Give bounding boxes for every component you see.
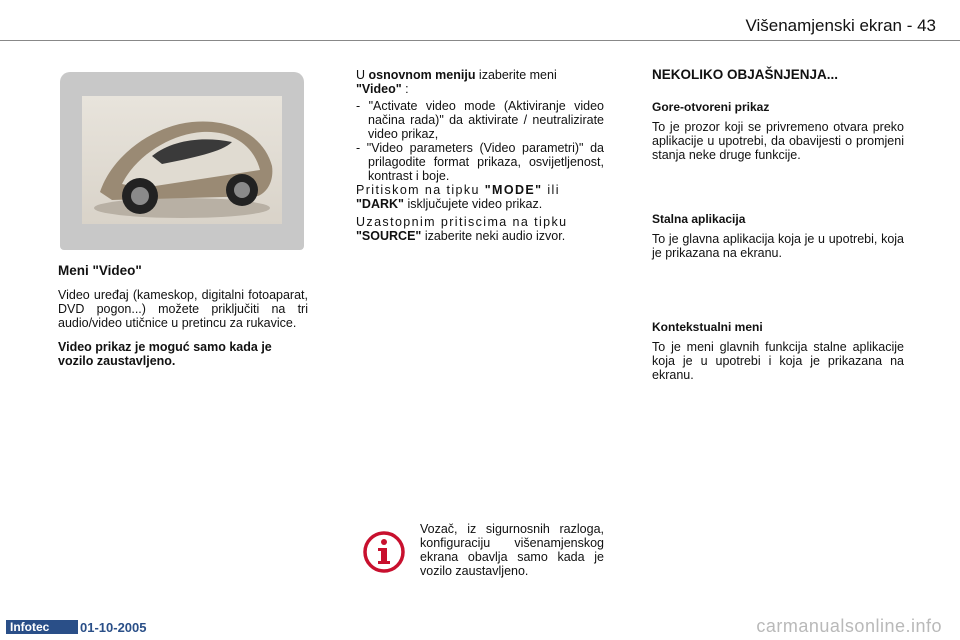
dark-instruction: "DARK" isključujete video prikaz. — [356, 197, 543, 211]
explanations-heading: NEKOLIKO OBJAŠNJENJA... — [652, 67, 839, 82]
info-icon — [362, 530, 406, 579]
term-definition: To je meni glavnih funkcija stalne aplikacije koja je u upotrebi i koja je prikazana na ekranu. — [652, 340, 904, 382]
video-display-note: Video prikaz je moguć samo kada je vozilo zaustavljeno. — [58, 340, 272, 368]
source-instruction: Uzastopnim pritiscima na tipku — [356, 215, 568, 229]
site-watermark: carmanualsonline.info — [756, 616, 942, 636]
display-screen-image — [60, 72, 304, 250]
section-heading-video-menu: Meni "Video" — [58, 263, 142, 278]
screen-display-area — [82, 96, 282, 224]
print-date: 01-10-2005 — [80, 620, 147, 635]
infotec-logo: Infotec — [6, 620, 78, 634]
page-title: Višenamjenski ekran - 43 — [745, 16, 936, 35]
header-divider — [0, 40, 960, 41]
middle-column — [356, 68, 604, 243]
source-instruction-end: "SOURCE" izaberite neki audio izvor. — [356, 229, 566, 243]
term-title: Gore-otvoreni prikaz — [652, 100, 770, 114]
left-column — [58, 264, 308, 368]
list-item: - "Activate video mode (Aktiviranje video načina rada)" da aktivirate / neutralizirate video prikaz, — [356, 99, 604, 141]
mode-dark-instruction: Pritiskom na tipku "MODE" ili — [356, 183, 560, 197]
concept-car-illustration — [82, 96, 282, 224]
term-definition: To je glavna aplikacija koja je u upotrebi, koja je prikazana na ekranu. — [652, 232, 904, 260]
term-title: Kontekstualni meni — [652, 320, 763, 334]
video-menu-paragraph: Video uređaj (kameskop, digitalni fotoaparat, DVD pogon...) možete priključiti na tri audio/video utičnice u pretincu za rukavice. — [58, 288, 308, 330]
term-definition: To je prozor koji se privremeno otvara preko aplikacije u upotrebi, da obavijesti o promjeni stanja neke druge funkcije. — [652, 120, 904, 162]
list-item: - "Video parameters (Video parametri)" da prilagodite format prikaza, osvijetljenost, kontrast i boje. — [356, 141, 604, 183]
safety-warning-text: Vozač, iz sigurnosnih razloga, konfiguraciju višenamjenskog ekrana obavlja samo kada je vozilo zaustavljeno. — [420, 522, 604, 578]
video-menu-intro: U osnovnom meniju izaberite meni "Video" : — [356, 68, 557, 96]
page-header — [0, 0, 960, 42]
term-title: Stalna aplikacija — [652, 212, 746, 226]
right-column — [652, 68, 904, 382]
